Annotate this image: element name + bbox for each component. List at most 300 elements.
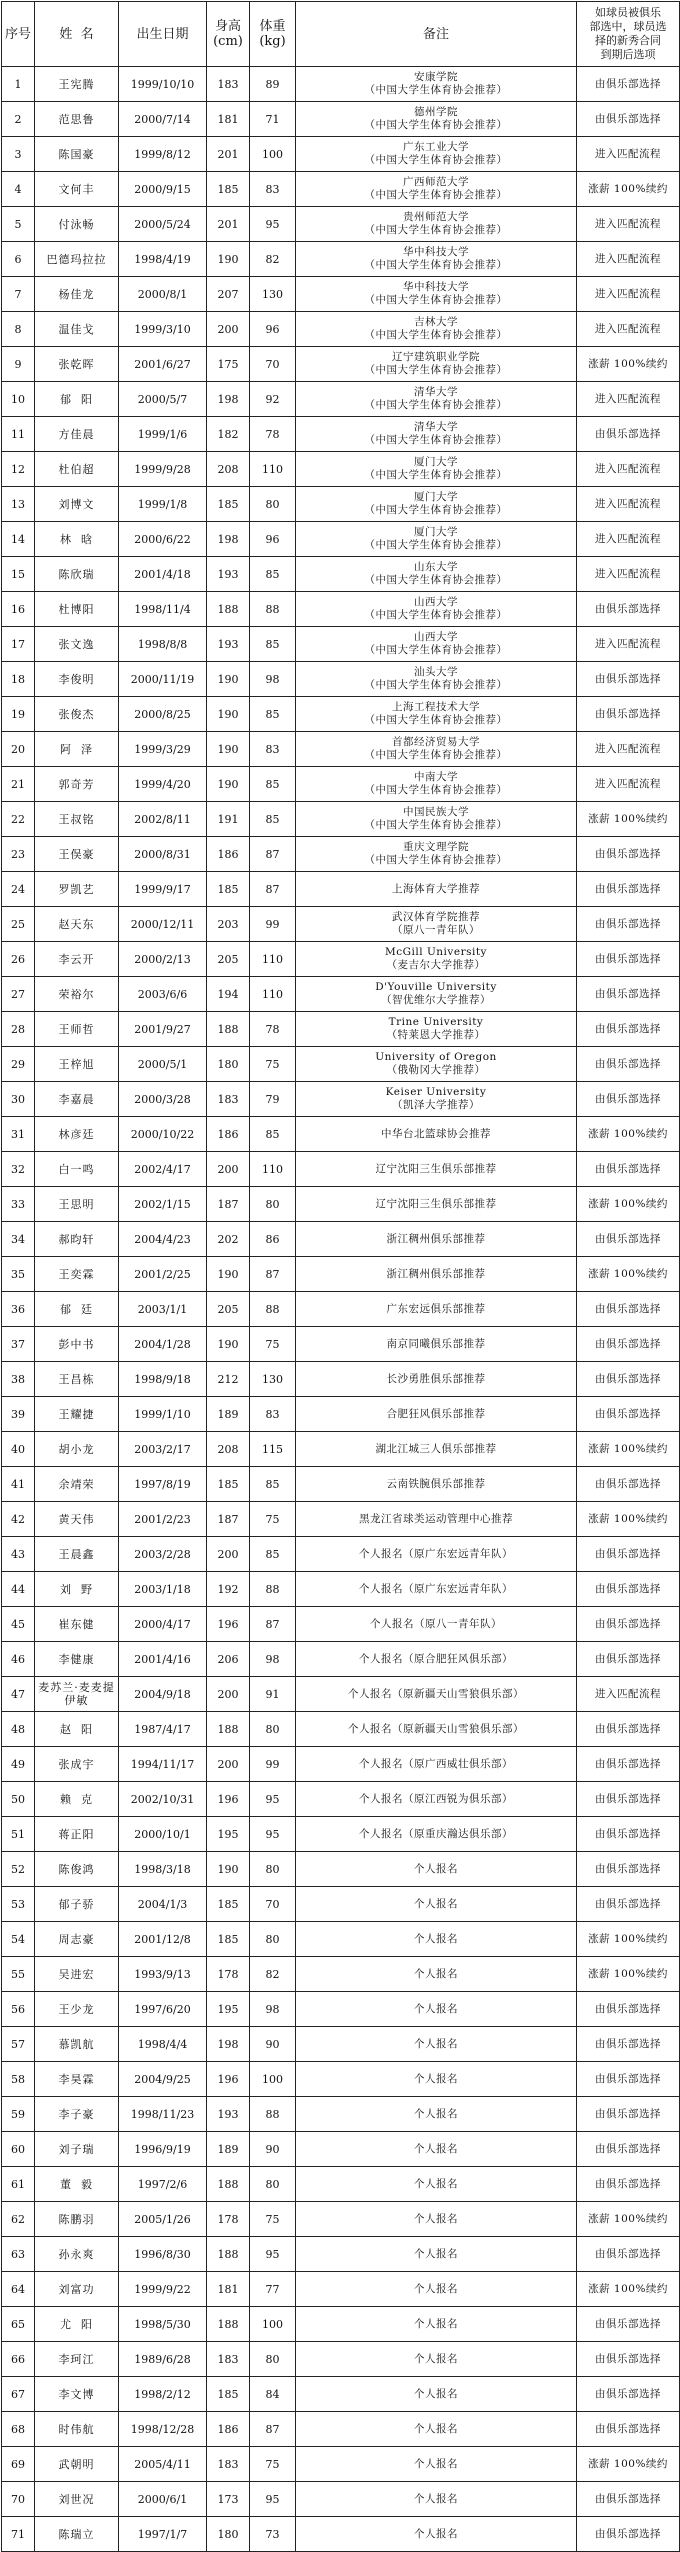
cell-weight: 86 [250, 1222, 296, 1257]
cell-contract-option: 由俱乐部选择 [577, 102, 680, 137]
remark-line: 个人报名 [414, 2107, 458, 2120]
cell-height: 185 [207, 2377, 250, 2412]
cell-height: 191 [207, 802, 250, 837]
cell-birth-date: 2001/2/23 [119, 1502, 207, 1537]
cell-weight: 79 [250, 1082, 296, 1117]
remark-line: 个人报名 [414, 1967, 458, 1980]
cell-weight: 95 [250, 1782, 296, 1817]
cell-height: 185 [207, 872, 250, 907]
cell-no: 58 [2, 2062, 35, 2097]
remark-line: （中国大学生体育协会推荐） [364, 154, 508, 166]
cell-weight: 88 [250, 592, 296, 627]
cell-height: 195 [207, 1992, 250, 2027]
cell-remark [296, 1257, 577, 1292]
cell-name: 陈欣瑞 [35, 557, 119, 592]
cell-height: 192 [207, 1572, 250, 1607]
cell-name: 温佳戈 [35, 312, 119, 347]
cell-remark [296, 1957, 577, 1992]
cell-name: 麦苏兰·麦麦提伊敏 [35, 1677, 119, 1712]
remark-line: 个人报名（原广东宏远青年队） [359, 1547, 513, 1560]
cell-remark [296, 2062, 577, 2097]
cell-name: 陈国豪 [35, 137, 119, 172]
cell-remark [296, 1642, 577, 1677]
cell-birth-date: 1999/9/17 [119, 872, 207, 907]
cell-height: 185 [207, 1887, 250, 1922]
cell-contract-option: 由俱乐部选择 [577, 1642, 680, 1677]
cell-remark [296, 487, 577, 522]
cell-weight: 98 [250, 1992, 296, 2027]
cell-height: 185 [207, 1467, 250, 1502]
cell-remark [296, 1607, 577, 1642]
cell-height: 190 [207, 1257, 250, 1292]
cell-name: 李嘉晨 [35, 1082, 119, 1117]
cell-birth-date: 2005/1/26 [119, 2202, 207, 2237]
cell-contract-option: 由俱乐部选择 [577, 1082, 680, 1117]
remark-line: （中国大学生体育协会推荐） [364, 504, 508, 516]
table-row [2, 382, 680, 417]
table-row [2, 1957, 680, 1992]
table-row [2, 1432, 680, 1467]
cell-remark [296, 242, 577, 277]
cell-contract-option: 由俱乐部选择 [577, 1327, 680, 1362]
cell-no: 71 [2, 2517, 35, 2552]
cell-weight: 85 [250, 1467, 296, 1502]
cell-contract-option: 由俱乐部选择 [577, 2482, 680, 2517]
cell-weight: 75 [250, 1047, 296, 1082]
remark-line: 中华台北篮球协会推荐 [381, 1127, 491, 1140]
remark-line: 个人报名 [414, 2422, 458, 2435]
cell-birth-date: 2000/7/14 [119, 102, 207, 137]
cell-weight: 80 [250, 487, 296, 522]
cell-no: 24 [2, 872, 35, 907]
remark-line: （中国大学生体育协会推荐） [364, 189, 508, 201]
header-contract-option-line-3: 择的新秀合同 [595, 34, 661, 47]
header-weight [250, 2, 296, 67]
cell-contract-option: 涨薪 100%续约 [577, 1432, 680, 1467]
cell-remark [296, 2167, 577, 2202]
cell-height: 198 [207, 522, 250, 557]
cell-contract-option: 涨薪 100%续约 [577, 802, 680, 837]
remark-line: 个人报名 [414, 2352, 458, 2365]
cell-contract-option: 由俱乐部选择 [577, 1817, 680, 1852]
table-row [2, 2237, 680, 2272]
cell-remark [296, 1677, 577, 1712]
table-row [2, 1082, 680, 1117]
cell-birth-date: 2004/1/28 [119, 1327, 207, 1362]
cell-height: 190 [207, 242, 250, 277]
table-row [2, 1292, 680, 1327]
cell-birth-date: 2000/8/25 [119, 697, 207, 732]
cell-height: 188 [207, 1012, 250, 1047]
cell-remark [296, 802, 577, 837]
cell-birth-date: 2005/4/11 [119, 2447, 207, 2482]
cell-no: 54 [2, 1922, 35, 1957]
cell-name: 方佳晨 [35, 417, 119, 452]
header-height-label: 身高 [214, 19, 241, 34]
table-row [2, 2412, 680, 2447]
cell-height: 193 [207, 627, 250, 662]
cell-contract-option: 由俱乐部选择 [577, 1782, 680, 1817]
cell-contract-option: 由俱乐部选择 [577, 2132, 680, 2167]
remark-line: 个人报名 [414, 1932, 458, 1945]
cell-no: 28 [2, 1012, 35, 1047]
cell-weight: 85 [250, 557, 296, 592]
cell-birth-date: 1998/4/4 [119, 2027, 207, 2062]
cell-birth-date: 1999/1/8 [119, 487, 207, 522]
cell-height: 200 [207, 1537, 250, 1572]
cell-weight: 100 [250, 2307, 296, 2342]
cell-remark [296, 977, 577, 1012]
cell-birth-date: 1998/11/23 [119, 2097, 207, 2132]
cell-weight: 99 [250, 1747, 296, 1782]
cell-weight: 95 [250, 207, 296, 242]
cell-birth-date: 1998/11/4 [119, 592, 207, 627]
cell-name: 郝昀轩 [35, 1222, 119, 1257]
cell-weight: 70 [250, 1887, 296, 1922]
remark-line: 个人报名 [414, 2212, 458, 2225]
cell-contract-option: 涨薪 100%续约 [577, 1502, 680, 1537]
table-row [2, 1222, 680, 1257]
cell-contract-option: 由俱乐部选择 [577, 662, 680, 697]
cell-remark [296, 557, 577, 592]
cell-contract-option: 进入匹配流程 [577, 277, 680, 312]
cell-name: 王师哲 [35, 1012, 119, 1047]
cell-birth-date: 2000/6/1 [119, 2482, 207, 2517]
cell-birth-date: 2000/3/28 [119, 1082, 207, 1117]
cell-no: 27 [2, 977, 35, 1012]
cell-height: 205 [207, 1292, 250, 1327]
table-row [2, 2482, 680, 2517]
cell-height: 181 [207, 2272, 250, 2307]
cell-height: 183 [207, 2447, 250, 2482]
cell-height: 183 [207, 2342, 250, 2377]
remark-line: 广东宏远俱乐部推荐 [386, 1302, 486, 1315]
cell-contract-option: 进入匹配流程 [577, 312, 680, 347]
cell-no: 17 [2, 627, 35, 662]
table-row [2, 1992, 680, 2027]
cell-no: 39 [2, 1397, 35, 1432]
cell-contract-option: 由俱乐部选择 [577, 417, 680, 452]
cell-no: 40 [2, 1432, 35, 1467]
remark-line: 上海体育大学推荐 [392, 882, 480, 895]
remark-line: 清华大学 [414, 421, 458, 433]
cell-remark [296, 67, 577, 102]
cell-weight: 87 [250, 2412, 296, 2447]
cell-no: 47 [2, 1677, 35, 1712]
cell-height: 186 [207, 837, 250, 872]
table-row [2, 1642, 680, 1677]
cell-birth-date: 1999/8/12 [119, 137, 207, 172]
cell-birth-date: 1997/2/6 [119, 2167, 207, 2202]
cell-weight: 83 [250, 1397, 296, 1432]
cell-name: 赖 克 [35, 1782, 119, 1817]
cell-weight: 75 [250, 1327, 296, 1362]
remark-line: （中国大学生体育协会推荐） [364, 294, 508, 306]
table-row [2, 1362, 680, 1397]
cell-contract-option: 涨薪 100%续约 [577, 172, 680, 207]
table-row [2, 1117, 680, 1152]
cell-contract-option: 进入匹配流程 [577, 207, 680, 242]
cell-name: 董 毅 [35, 2167, 119, 2202]
cell-name: 付泳畅 [35, 207, 119, 242]
cell-contract-option: 进入匹配流程 [577, 242, 680, 277]
remark-line: 湖北江城三人俱乐部推荐 [375, 1442, 497, 1455]
cell-contract-option: 由俱乐部选择 [577, 2517, 680, 2552]
cell-height: 208 [207, 1432, 250, 1467]
remark-line: 个人报名（原广东宏远青年队） [359, 1582, 513, 1595]
cell-no: 55 [2, 1957, 35, 1992]
remark-line: Trine University [388, 1016, 484, 1028]
cell-weight: 110 [250, 452, 296, 487]
cell-birth-date: 1994/11/17 [119, 1747, 207, 1782]
cell-weight: 87 [250, 1607, 296, 1642]
cell-name: 王叔铭 [35, 802, 119, 837]
cell-contract-option: 由俱乐部选择 [577, 2342, 680, 2377]
table-row [2, 557, 680, 592]
cell-no: 61 [2, 2167, 35, 2202]
cell-no: 19 [2, 697, 35, 732]
remark-line: 山西大学 [414, 596, 458, 608]
cell-name: 陈俊鸿 [35, 1852, 119, 1887]
cell-name: 张乾晖 [35, 347, 119, 382]
remark-line: 黑龙江省球类运动管理中心推荐 [359, 1512, 513, 1525]
cell-height: 187 [207, 1502, 250, 1537]
cell-remark [296, 592, 577, 627]
table-row [2, 487, 680, 522]
cell-no: 20 [2, 732, 35, 767]
table-row [2, 732, 680, 767]
cell-name: 李子豪 [35, 2097, 119, 2132]
cell-contract-option: 由俱乐部选择 [577, 1992, 680, 2027]
remark-line: （中国大学生体育协会推荐） [364, 609, 508, 621]
cell-name: 王少龙 [35, 1992, 119, 2027]
draft-list-sheet [1, 1, 679, 2552]
remark-line: 个人报名 [414, 2177, 458, 2190]
cell-remark [296, 207, 577, 242]
cell-weight: 95 [250, 1817, 296, 1852]
cell-contract-option: 由俱乐部选择 [577, 2237, 680, 2272]
remark-line: 浙江稠州俱乐部推荐 [386, 1267, 486, 1280]
table-row [2, 2307, 680, 2342]
cell-height: 207 [207, 277, 250, 312]
cell-height: 200 [207, 1747, 250, 1782]
remark-line: 合肥狂风俱乐部推荐 [386, 1407, 486, 1420]
cell-remark [296, 522, 577, 557]
remark-line: （中国大学生体育协会推荐） [364, 224, 508, 236]
cell-height: 190 [207, 767, 250, 802]
cell-birth-date: 2000/12/11 [119, 907, 207, 942]
cell-contract-option: 由俱乐部选择 [577, 1152, 680, 1187]
remark-line: 个人报名 [414, 2037, 458, 2050]
cell-remark [296, 1817, 577, 1852]
remark-line: 个人报名（原重庆瀚达俱乐部） [359, 1827, 513, 1840]
cell-remark [296, 1922, 577, 1957]
cell-birth-date: 2000/5/24 [119, 207, 207, 242]
cell-height: 190 [207, 697, 250, 732]
cell-weight: 80 [250, 1187, 296, 1222]
cell-height: 189 [207, 2132, 250, 2167]
remark-line: 贵州师范大学 [403, 211, 469, 223]
table-row [2, 872, 680, 907]
cell-remark [296, 1432, 577, 1467]
table-row [2, 1537, 680, 1572]
cell-weight: 83 [250, 732, 296, 767]
cell-remark [296, 1992, 577, 2027]
cell-height: 198 [207, 2027, 250, 2062]
table-row [2, 1397, 680, 1432]
cell-remark [296, 1572, 577, 1607]
header-weight-label: 体重 [259, 19, 286, 34]
cell-height: 205 [207, 942, 250, 977]
cell-name: 彭中书 [35, 1327, 119, 1362]
cell-no: 15 [2, 557, 35, 592]
remark-line: （特莱恩大学推荐） [386, 1029, 486, 1041]
cell-remark [296, 1082, 577, 1117]
cell-weight: 71 [250, 102, 296, 137]
cell-name: 郁 阳 [35, 382, 119, 417]
remark-line: （原八一青年队） [392, 924, 480, 936]
cell-contract-option: 进入匹配流程 [577, 452, 680, 487]
table-row [2, 1712, 680, 1747]
cell-birth-date: 2002/10/31 [119, 1782, 207, 1817]
table-row [2, 137, 680, 172]
remark-line: （中国大学生体育协会推荐） [364, 784, 508, 796]
cell-weight: 83 [250, 172, 296, 207]
cell-height: 189 [207, 1397, 250, 1432]
cell-contract-option: 进入匹配流程 [577, 487, 680, 522]
remark-line: 汕头大学 [414, 666, 458, 678]
cell-no: 56 [2, 1992, 35, 2027]
cell-weight: 75 [250, 2202, 296, 2237]
remark-line: 山西大学 [414, 631, 458, 643]
cell-weight: 85 [250, 767, 296, 802]
table-row [2, 522, 680, 557]
cell-name: 杨佳龙 [35, 277, 119, 312]
cell-weight: 80 [250, 1712, 296, 1747]
cell-contract-option: 由俱乐部选择 [577, 2167, 680, 2202]
cell-height: 196 [207, 2062, 250, 2097]
cell-remark [296, 1747, 577, 1782]
cell-birth-date: 2004/1/3 [119, 1887, 207, 1922]
cell-height: 200 [207, 312, 250, 347]
remark-line: 个人报名 [414, 1862, 458, 1875]
cell-birth-date: 2003/2/28 [119, 1537, 207, 1572]
table-row [2, 2342, 680, 2377]
table-row [2, 1747, 680, 1782]
remark-line: （中国大学生体育协会推荐） [364, 539, 508, 551]
cell-birth-date: 1998/5/30 [119, 2307, 207, 2342]
cell-weight: 82 [250, 1957, 296, 1992]
remark-line: 个人报名 [414, 2492, 458, 2505]
cell-contract-option: 由俱乐部选择 [577, 1292, 680, 1327]
cell-remark [296, 662, 577, 697]
cell-contract-option: 进入匹配流程 [577, 557, 680, 592]
cell-contract-option: 涨薪 100%续约 [577, 1187, 680, 1222]
cell-name: 赵天东 [35, 907, 119, 942]
cell-contract-option: 由俱乐部选择 [577, 2097, 680, 2132]
cell-remark [296, 2027, 577, 2062]
cell-no: 57 [2, 2027, 35, 2062]
remark-line: 广东工业大学 [403, 141, 469, 153]
remark-line: 厦门大学 [414, 491, 458, 503]
cell-name: 巴德玛拉拉 [35, 242, 119, 277]
cell-name: 张文逸 [35, 627, 119, 662]
cell-no: 11 [2, 417, 35, 452]
cell-name: 李健康 [35, 1642, 119, 1677]
cell-weight: 90 [250, 2132, 296, 2167]
remark-line: 个人报名 [414, 2527, 458, 2540]
cell-no: 70 [2, 2482, 35, 2517]
cell-birth-date: 2002/1/15 [119, 1187, 207, 1222]
remark-line: （智优维尔大学推荐） [381, 994, 491, 1006]
cell-no: 60 [2, 2132, 35, 2167]
cell-weight: 80 [250, 1922, 296, 1957]
table-row [2, 2447, 680, 2482]
header-height [207, 2, 250, 67]
cell-contract-option: 由俱乐部选择 [577, 2412, 680, 2447]
cell-contract-option: 由俱乐部选择 [577, 837, 680, 872]
cell-weight: 85 [250, 627, 296, 662]
cell-birth-date: 2001/4/16 [119, 1642, 207, 1677]
cell-birth-date: 1999/4/20 [119, 767, 207, 802]
cell-height: 201 [207, 207, 250, 242]
cell-birth-date: 2000/9/15 [119, 172, 207, 207]
cell-name: 刘富功 [35, 2272, 119, 2307]
cell-no: 41 [2, 1467, 35, 1502]
cell-birth-date: 2004/4/23 [119, 1222, 207, 1257]
cell-name: 黄天伟 [35, 1502, 119, 1537]
cell-name: 刘博文 [35, 487, 119, 522]
cell-height: 196 [207, 1607, 250, 1642]
cell-name: 李云开 [35, 942, 119, 977]
cell-height: 198 [207, 382, 250, 417]
cell-remark [296, 1502, 577, 1537]
table-row [2, 67, 680, 102]
cell-contract-option: 由俱乐部选择 [577, 1397, 680, 1432]
cell-birth-date: 1999/10/10 [119, 67, 207, 102]
cell-no: 13 [2, 487, 35, 522]
cell-remark [296, 1117, 577, 1152]
cell-remark [296, 1362, 577, 1397]
cell-height: 202 [207, 1222, 250, 1257]
cell-remark [296, 1712, 577, 1747]
cell-contract-option: 涨薪 100%续约 [577, 2272, 680, 2307]
header-contract-option [577, 2, 680, 67]
remark-line: 个人报名（原新疆天山雪狼俱乐部） [348, 1687, 524, 1700]
cell-weight: 100 [250, 137, 296, 172]
cell-contract-option: 由俱乐部选择 [577, 697, 680, 732]
cell-remark [296, 1152, 577, 1187]
cell-no: 12 [2, 452, 35, 487]
cell-contract-option: 由俱乐部选择 [577, 2062, 680, 2097]
cell-weight: 90 [250, 2027, 296, 2062]
cell-contract-option: 由俱乐部选择 [577, 1047, 680, 1082]
cell-no: 9 [2, 347, 35, 382]
cell-name: 陈鹏羽 [35, 2202, 119, 2237]
cell-no: 64 [2, 2272, 35, 2307]
cell-height: 200 [207, 1677, 250, 1712]
cell-birth-date: 1999/3/10 [119, 312, 207, 347]
cell-birth-date: 1989/6/28 [119, 2342, 207, 2377]
cell-height: 188 [207, 1712, 250, 1747]
cell-height: 178 [207, 1957, 250, 1992]
remark-line: （中国大学生体育协会推荐） [364, 469, 508, 481]
cell-remark [296, 382, 577, 417]
cell-height: 188 [207, 2237, 250, 2272]
cell-name: 陈瑞立 [35, 2517, 119, 2552]
cell-birth-date: 2000/5/1 [119, 1047, 207, 1082]
cell-no: 25 [2, 907, 35, 942]
